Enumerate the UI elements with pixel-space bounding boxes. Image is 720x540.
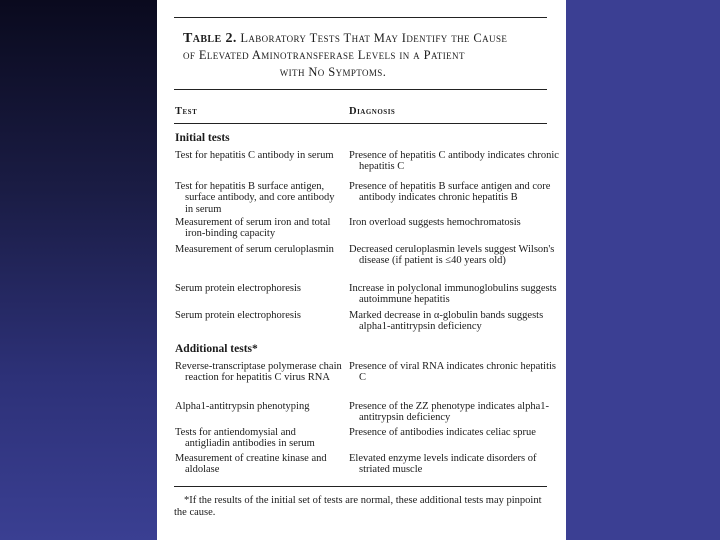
background-right-panel (566, 0, 720, 540)
document-page (157, 0, 566, 540)
diagnosis-cell: Presence of the ZZ phenotype indicates alpha1-antitrypsin deficiency (349, 401, 550, 424)
diagnosis-cell: Iron overload suggests hemochromatosis (349, 217, 521, 228)
test-cell: Serum protein electrophoresis (175, 310, 301, 321)
table-label: Table 2. (183, 31, 237, 46)
column-header-test: Test (175, 106, 198, 117)
test-cell: Measurement of serum iron and total iron-binding capacity (175, 217, 331, 240)
diagnosis-cell: Decreased ceruloplasmin levels suggest Wilson's disease (if patient is ≤40 years old) (349, 244, 555, 267)
diagnosis-cell: Presence of antibodies indicates celiac sprue (349, 427, 536, 438)
section-initial-tests: Initial tests (175, 132, 230, 144)
table-title (183, 30, 543, 81)
diagnosis-cell: Elevated enzyme levels indicate disorders of striated muscle (349, 453, 537, 476)
test-cell: Measurement of creatine kinase and aldolase (175, 453, 327, 476)
title-line-3: with No Symptoms. (279, 65, 387, 79)
diagnosis-cell: Presence of viral RNA indicates chronic hepatitis C (349, 361, 557, 384)
header-top-rule (174, 89, 547, 90)
test-cell: Test for hepatitis C antibody in serum (175, 150, 334, 161)
header-bottom-rule (174, 123, 547, 124)
test-cell: Test for hepatitis B surface antigen, surface antibody, and core antibody in serum (175, 181, 335, 215)
diagnosis-cell: Marked decrease in α-globulin bands suggests alpha1-antitrypsin deficiency (349, 310, 544, 333)
test-cell: Reverse-transcriptase polymerase chain reaction for hepatitis C virus RNA (175, 361, 342, 384)
background-left-gradient (0, 0, 157, 540)
test-cell: Alpha1-antitrypsin phenotyping (175, 401, 310, 412)
title-line-1: Laboratory Tests That May Identify the Cause (240, 31, 508, 45)
footer-rule (174, 486, 547, 487)
diagnosis-cell: Increase in polyclonal immunoglobulins suggests autoimmune hepatitis (349, 283, 557, 306)
title-line-2: of Elevated Aminotransferase Levels in a Patient (183, 48, 465, 62)
test-cell: Measurement of serum ceruloplasmin (175, 244, 334, 255)
test-cell: Serum protein electrophoresis (175, 283, 301, 294)
column-header-diagnosis: Diagnosis (349, 106, 396, 117)
section-additional-tests: Additional tests* (175, 343, 258, 355)
diagnosis-cell: Presence of hepatitis C antibody indicates chronic hepatitis C (349, 150, 559, 173)
footnote: *If the results of the initial set of tests are normal, these additional tests may pinpoint the cause. (174, 495, 542, 518)
test-cell: Tests for antiendomysial and antigliadin antibodies in serum (175, 427, 315, 450)
top-rule (174, 17, 547, 18)
diagnosis-cell: Presence of hepatitis B surface antigen and core antibody indicates chronic hepatitis B (349, 181, 551, 204)
